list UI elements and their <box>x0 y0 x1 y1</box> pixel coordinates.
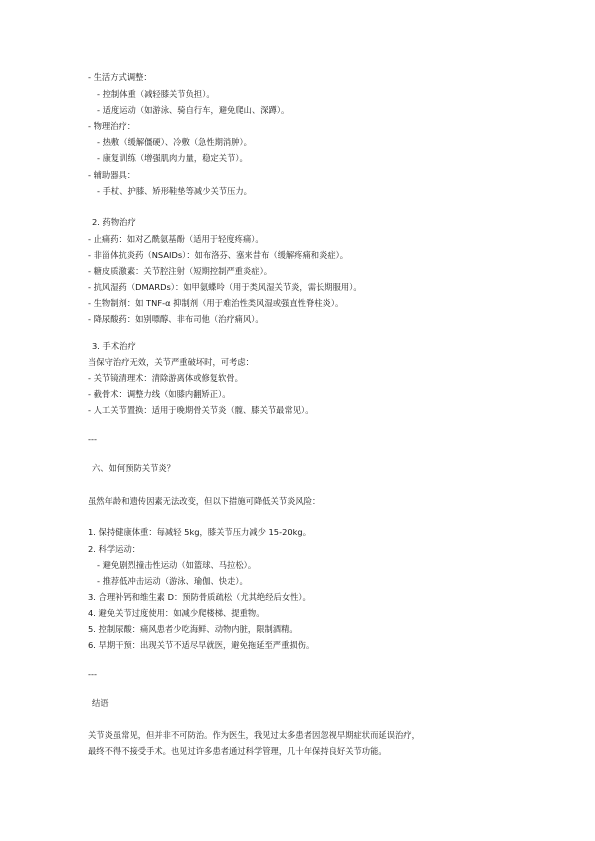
drug-item: - 非甾体抗炎药（NSAIDs）：如布洛芬、塞来昔布（缓解疼痛和炎症）。 <box>88 250 349 260</box>
physical-item: - 康复训练（增强肌肉力量，稳定关节）。 <box>97 153 248 163</box>
prevent-intro: 虽然年龄和遗传因素无法改变，但以下措施可降低关节炎风险： <box>88 496 321 506</box>
drug-item: - 降尿酸药：如别嘌醇、非布司他（治疗痛风）。 <box>88 314 264 324</box>
conclusion-text: 关节炎虽常见，但并非不可防治。作为医生，我见过太多患者因忽视早期症状而延误治疗， <box>88 730 420 740</box>
lifestyle-title: - 生活方式调整： <box>88 72 152 82</box>
surgery-item: - 关节镜清理术：清除游离体或修复软骨。 <box>88 373 243 383</box>
prevent-subitem: - 避免剧烈撞击性运动（如篮球、马拉松）。 <box>97 560 257 570</box>
physical-item: - 热敷（缓解僵硬）、冷敷（急性期消肿）。 <box>97 137 252 147</box>
drug-item: - 止痛药：如对乙酰氨基酚（适用于轻度疼痛）。 <box>88 234 264 244</box>
physical-title: - 物理治疗： <box>88 121 136 131</box>
prevent-item: 2. 科学运动： <box>88 544 141 554</box>
prevent-item: 6. 早期干预：出现关节不适尽早就医，避免拖延至严重损伤。 <box>88 640 315 650</box>
separator: --- <box>88 669 97 679</box>
prevent-item: 3. 合理补钙和维生素 D：预防骨质疏松（尤其绝经后女性）。 <box>88 592 311 602</box>
conclusion-heading: 结语 <box>92 698 109 708</box>
surgery-intro: 当保守治疗无效，关节严重破坏时，可考虑： <box>88 357 254 367</box>
prevent-item: 4. 避免关节过度使用：如减少爬楼梯、提重物。 <box>88 608 265 618</box>
surgery-item: - 人工关节置换：适用于晚期骨关节炎（髋、膝关节最常见）。 <box>88 405 314 415</box>
surgery-item: - 截骨术：调整力线（如膝内翻矫正）。 <box>88 389 231 399</box>
prevent-subitem: - 推荐低冲击运动（游泳、瑜伽、快走）。 <box>97 576 248 586</box>
lifestyle-item: - 控制体重（减轻膝关节负担）。 <box>97 89 215 99</box>
drug-item: - 抗风湿药（DMARDs）：如甲氨蝶呤（用于类风湿关节炎，需长期服用）。 <box>88 282 362 292</box>
conclusion-text: 最终不得不接受手术。也见过许多患者通过科学管理，几十年保持良好关节功能。 <box>88 746 387 756</box>
prevent-item: 5. 控制尿酸：痛风患者少吃海鲜、动物内脏，限制酒精。 <box>88 624 298 634</box>
prevent-item: 1. 保持健康体重：每减轻 5kg，膝关节压力减少 15-20kg。 <box>88 527 312 537</box>
surgery-heading: 3. 手术治疗 <box>92 341 136 351</box>
assist-title: - 辅助器具： <box>88 170 136 180</box>
drug-heading: 2. 药物治疗 <box>92 217 136 227</box>
drug-item: - 糖皮质激素：关节腔注射（短期控制严重炎症）。 <box>88 266 273 276</box>
drug-item: - 生物制剂：如 TNF-α 抑制剂（用于难治性类风湿或强直性脊柱炎）。 <box>88 298 344 308</box>
assist-item: - 手杖、护膝、矫形鞋垫等减少关节压力。 <box>97 186 252 196</box>
separator: --- <box>88 434 97 444</box>
prevent-heading: 六、如何预防关节炎？ <box>92 463 175 473</box>
lifestyle-item: - 适度运动（如游泳、骑自行车，避免爬山、深蹲）。 <box>97 105 290 115</box>
